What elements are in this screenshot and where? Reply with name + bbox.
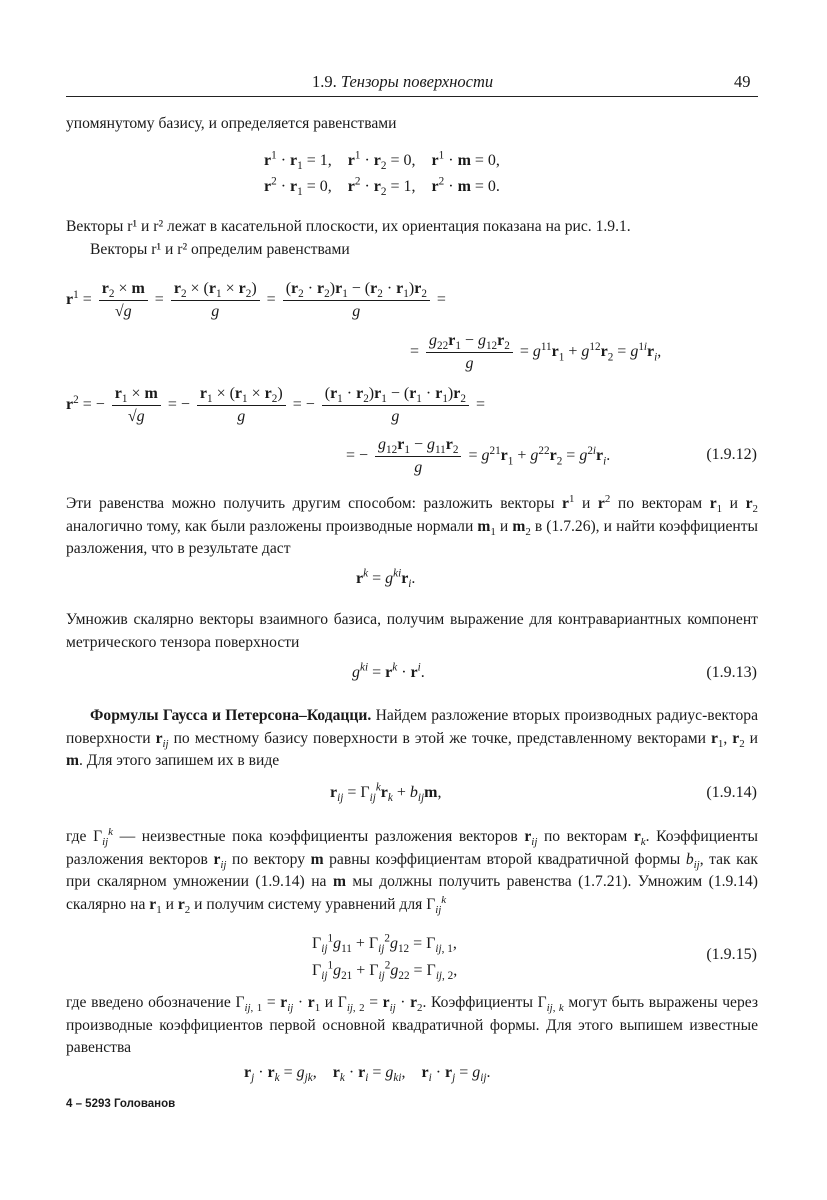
section-number: 1.9.: [312, 72, 337, 91]
equation-system-2: $\Gamma_{ij}^1g_{21} + \Gamma_{ij}^2g_{22} = \Gamma_{ij, 2}$,: [312, 959, 458, 983]
paragraph-5-text: Умножив скалярно векторы взаимного базиса, получим выражение для контравариантных компонент метрического тензора поверхности: [66, 611, 758, 651]
paragraph-7-text-h: мы должны получить равенства (1.7.21). Умножим (1.9.14) скалярно на: [66, 873, 758, 913]
word-and-2: и: [729, 495, 739, 512]
paragraph-8-text-a: где введено обозначение: [66, 994, 231, 1011]
running-head: [312, 72, 493, 92]
equation-number-1-9-15: (1.9.15): [706, 946, 757, 963]
equation-r1-line2: = $\frac{g_{22}r_1 - g_{12}r_2}{g}$ = $g^{11}r_1 + g^{12}r_2 = g^{1i}r_i$,: [410, 332, 662, 372]
paragraph-7-text-d: Коэффициенты разложения векторов: [66, 828, 759, 868]
paragraph-1-text: упомянутому базису, и определяется равенствами: [66, 115, 397, 132]
word-and-3: и: [499, 517, 509, 535]
paragraph-7-text-e: по вектору: [231, 850, 306, 868]
footer-signature: 4 – 5293 Голованов: [66, 1098, 176, 1110]
equation-number-1-9-12: (1.9.12): [706, 446, 757, 463]
paragraph-6-text-a: Найдем разложение вторых производных радиус-вектора поверхности: [66, 707, 758, 747]
section-heading-gauss: Формулы Гаусса и Петерсона–Кодацци.: [90, 707, 372, 724]
section-title: Тензоры поверхности: [340, 72, 494, 91]
equation-system-1: $\Gamma_{ij}^1g_{11} + \Gamma_{ij}^2g_{12} = \Gamma_{ij, 1}$,: [312, 932, 457, 956]
paragraph-2-text: Векторы r¹ и r² лежат в касательной плоскости, их ориентация показана на рис. 1.9.1.: [66, 218, 631, 235]
paragraph-6-text-c: Для этого запишем их в виде: [86, 752, 280, 769]
equation-metric-identities: $r_j \cdot r_k = g_{jk}$, $r_k \cdot r_i = g_{ki}$, $r_i \cdot r_j = g_{ij}$.: [244, 1064, 491, 1085]
equation-rk: $r^k = g^{ki}r_i$.: [356, 567, 416, 591]
paragraph-7-text-i: и получим систему уравнений для: [194, 895, 423, 913]
paragraph-7-text-f: равны коэффициентам второй квадратичной формы: [329, 850, 681, 868]
page-number: 49: [734, 72, 751, 91]
equation-r2-line1: $r^2$ = − $\frac{r_1 \times m}{√g}$ = − $\frac{r_1 \times (r_1 \times r_2)}{g}$ = − $\frac{(r_1 \cdot r_2)r_1 - (r_1 \cdot r_1)r_2}{g}$ =: [66, 385, 485, 425]
paragraph-1: [66, 113, 758, 136]
paragraph-7: где $\Gamma_{ij}^k$ — неизвестные пока коэффициенты разложения векторов $r_{ij}$ по векторам $r_k$. Коэффициенты разложения векторов $r_{ij}$ по вектору m равны коэффициентам второй квадратичной формы $b_{ij}$, так как при скалярном умножении (1.9.14) на m мы должны получить равенства (1.7.21). Умножим (1.9.14) скалярно на $r_1$ и $r_2$ и получим систему уравнений для $\Gamma_{ij}^k$: [66, 825, 759, 916]
paragraph-4-text-e: и найти коэффициенты разложения, что в результате даст: [66, 517, 758, 557]
equation-rij: $r_{ij} = \Gamma_{ij}^kr_k + b_{ij}m$,: [330, 781, 442, 805]
word-and-1: и: [581, 495, 591, 512]
paragraph-3-text: Векторы r¹ и r² определим равенствами: [90, 240, 350, 258]
paragraph-8: где введено обозначение $\Gamma_{ij, 1} = r_{ij} \cdot r_1$ и $\Gamma_{ij, 2} = r_{ij} \cdot r_2$. Коэффициенты $\Gamma_{ij, k}$ могут быть выражены через производные коэффициентов первой основной квадратичной формы. Для этого выпишем известные равенства: [66, 994, 759, 1056]
paragraph-8-text-b: Коэффициенты: [431, 994, 533, 1011]
equation-number-1-9-13: (1.9.13): [706, 664, 757, 681]
paragraph-4: Эти равенства можно получить другим способом: разложить векторы $r^1$ и $r^2$ по векторам $r_1$ и $r_2$ аналогично тому, как были разложены производные нормали $m_1$ и $m_2$ в (1.7.26), и найти коэффициенты разложения, что в результате даст: [66, 492, 758, 557]
paragraph-8-text-c: могут быть выражены через производные коэффициентов первой основной квадратичной формы. Для этого выпишем известные равенства: [66, 994, 759, 1056]
word-and-5: и: [165, 895, 174, 913]
word-and-6: и: [324, 994, 334, 1011]
paragraph-4-text-c: аналогично тому, как были разложены производные нормали: [66, 517, 474, 535]
equation-reciprocal-2: $r^2 \cdot r_1 = 0$, $r^2 \cdot r_2 = 1$, $r^2 \cdot m = 0$.: [264, 175, 500, 199]
equation-gki: $g^{ki} = r^k \cdot r^i$.: [352, 661, 425, 681]
equation-r2-line2: = − $\frac{g_{12}r_1 - g_{11}r_2}{g}$ = $g^{21}r_1 + g^{22}r_2 = g^{2i}r_i$.: [346, 436, 611, 476]
paragraph-7-text-c: по векторам: [543, 828, 628, 845]
paragraph-6-text-b: по местному базису поверхности в этой же точке, представленному векторами: [173, 729, 706, 747]
paragraph-7-text-g: , так как при скалярном умножении (1.9.14) на: [66, 850, 759, 890]
paragraph-4-text-b: по векторам: [617, 495, 703, 512]
header-rule: [66, 96, 758, 97]
equation-reciprocal-1: $r^1 \cdot r_1 = 1$, $r^1 \cdot r_2 = 0$, $r^1 \cdot m = 0$,: [264, 149, 500, 173]
word-and-4: и: [749, 729, 759, 747]
equation-r1-line1: $r^1$ = $\frac{r_2 \times m}{√g}$ = $\frac{r_2 \times (r_1 \times r_2)}{g}$ = $\frac{(r_2 \cdot r_2)r_1 - (r_2 \cdot r_1)r_2}{g}$ =: [66, 280, 446, 320]
paragraph-7-text-b: — неизвестные пока коэффициенты разложения векторов: [119, 828, 518, 845]
paragraph-4-text-a: Эти равенства можно получить другим способом: разложить векторы: [66, 495, 555, 512]
paragraph-2: [66, 216, 758, 261]
paragraph-5: [66, 609, 758, 654]
equation-number-1-9-14: (1.9.14): [706, 784, 757, 801]
paragraph-4-text-d: в (1.7.26),: [534, 517, 600, 535]
paragraph-7-text-a: где: [66, 828, 87, 845]
paragraph-6: Формулы Гаусса и Петерсона–Кодацци. Найдем разложение вторых производных радиус-вектора поверхности $r_{ij}$ по местному базису поверхности в этой же точке, представленному векторами $r_1$, $r_2$ и m. Для этого запишем их в виде: [66, 707, 759, 769]
